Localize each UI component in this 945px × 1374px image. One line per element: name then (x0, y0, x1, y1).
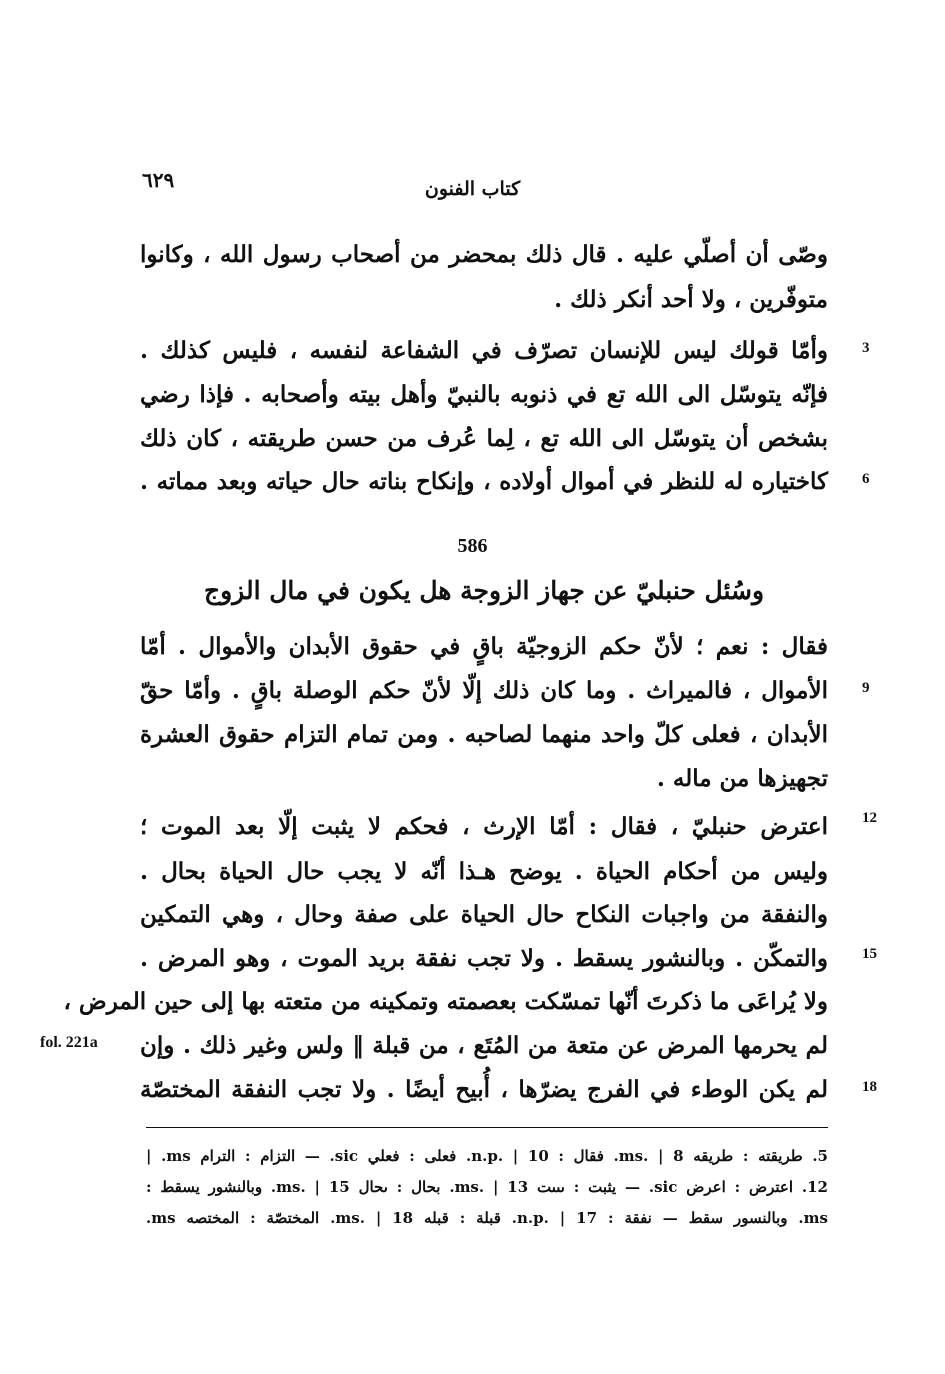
section-line: لم يكن الوطء في الفرج يضرّها ، أُبيح أيضًا . ولا تجب النفقة المختصّة (140, 1076, 828, 1103)
footnote-rule (146, 1127, 828, 1128)
footnote-line: ms. وبالنسور سقط — نفقة : n.p. | 17. قبلة : قبله ms. | 18. المختصّة : المختصه ms. (146, 1209, 828, 1227)
section-line: والنفقة من واجبات النكاح حال الحياة على صفة وحال ، وهي التمكين (140, 901, 828, 928)
line-number: 3 (862, 340, 870, 356)
line-number: 6 (862, 471, 870, 487)
body-line: متوفّرين ، ولا أحد أنكر ذلك . (554, 286, 828, 313)
page-number: ٦٢٩ (142, 168, 175, 192)
footnote-line: 5. طريقته : طريقه ms. | 8. فقال : n.p. | 10. فعلى : فعلي sic. — التزام : الترام ms. | (146, 1147, 828, 1165)
line-number: 12 (862, 810, 877, 826)
section-number: 586 (457, 535, 488, 557)
body-line: وأمّا قولك ليس للإنسان تصرّف في الشفاعة لنفسه ، فليس كذلك . (140, 337, 828, 364)
line-number: 15 (862, 946, 877, 962)
section-line: لم يحرمها المرض عن متعة من المُتَع ، من قبلة ‖ ولس وغير ذلك . وإن (140, 1032, 828, 1059)
line-number: 18 (862, 1079, 877, 1095)
section-line: وليس من أحكام الحياة . يوضح هـذا أنّه لا يجب حال الحياة بحال . (140, 858, 828, 885)
section-line: فقال : نعم ؛ لأنّ حكم الزوجيّة باقٍ في حقوق الأبدان والأموال . أمّا (140, 633, 828, 660)
margin-note: fol. 221a (40, 1034, 98, 1051)
body-line: بشخص أن يتوسّل الى الله تع ، لِما عُرف من حسن طريقته ، كان ذلك (140, 425, 828, 452)
section-line: الأموال ، فالميراث . وما كان ذلك إلّا لأنّ حكم الوصلة باقٍ . وأمّا حقّ (140, 677, 828, 704)
line-number: 9 (862, 680, 870, 696)
section-line: ولا يُراعَى ما ذكرتَ أنّها تمسّكت بعصمته وتمكينه من متعته بها إلى حين المرض ، (63, 988, 828, 1015)
running-head: كتاب الفنون (424, 178, 521, 200)
footnote-line: 12. اعترض : اعرض sic. — يثبت : ىىىت ms. | 13. بحال : ىحال ms. | 15. وبالنشور يسقط : (146, 1178, 828, 1196)
section-line: والتمكّن . وبالنشور يسقط . ولا تجب نفقة بريد الموت ، وهو المرض . (140, 945, 828, 972)
section-line: الأبدان ، فعلى كلّ واحد منهما لصاحبه . ومن تمام التزام حقوق العشرة (140, 721, 828, 748)
section-line: اعترض حنبليّ ، فقال : أمّا الإرث ، فحكم لا يثبت إلّا بعد الموت ؛ (140, 813, 828, 840)
body-line: كاختياره له للنظر في أموال أولاده ، وإنكاح بناته حال حياته وبعد مماته . (140, 468, 828, 495)
body-line: فإنّه يتوسّل الى الله تع في ذنوبه بالنبيّ وأهل بيته وأصحابه . فإذا رضي (140, 381, 828, 408)
section-line: تجهيزها من ماله . (656, 765, 828, 792)
body-line: وصّى أن أصلّي عليه . قال ذلك بمحضر من أصحاب رسول الله ، وكانوا (140, 241, 828, 268)
section-title: وسُئل حنبليّ عن جهاز الزوجة هل يكون في مال الزوج (203, 576, 765, 605)
